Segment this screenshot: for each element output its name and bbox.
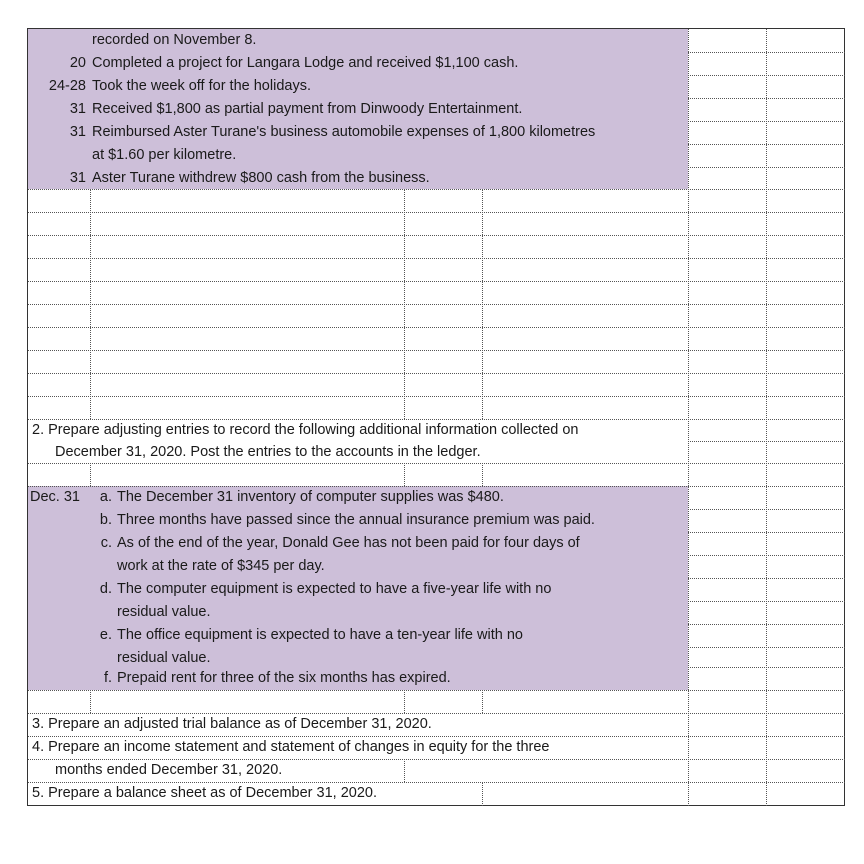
row-divider	[688, 509, 845, 510]
entry-text: recorded on November 8.	[92, 32, 257, 48]
row-divider	[688, 578, 845, 579]
col-divider	[482, 690, 483, 713]
row-divider	[28, 327, 845, 328]
row-divider	[28, 690, 845, 691]
worksheet-table	[27, 28, 845, 806]
entry-text: Aster Turane withdrew $800 cash from the business.	[92, 170, 430, 186]
part2-heading: 2. Prepare adjusting entries to record the following additional information collected on	[32, 422, 579, 438]
row-divider	[688, 144, 845, 145]
item-text: Prepaid rent for three of the six months has expired.	[117, 670, 451, 686]
row-divider	[28, 304, 845, 305]
item-letter: d.	[99, 581, 112, 597]
col-divider	[404, 690, 405, 713]
item-letter: c.	[100, 535, 112, 551]
entry-date: 24-28	[48, 78, 86, 94]
entry-date: 31	[69, 170, 86, 186]
item-text: The office equipment is expected to have a ten-year life with no	[117, 627, 523, 643]
entry-date: 20	[69, 55, 86, 71]
item-text: As of the end of the year, Donald Gee has not been paid for four days of	[117, 535, 580, 551]
item-text: residual value.	[117, 604, 211, 620]
entry-text: Received $1,800 as partial payment from Dinwoody Entertainment.	[92, 101, 523, 117]
row-divider	[688, 667, 845, 668]
row-divider	[688, 624, 845, 625]
row-divider	[688, 121, 845, 122]
row-divider	[688, 98, 845, 99]
step4-text-cont: months ended December 31, 2020.	[55, 762, 283, 778]
item-letter: b.	[99, 512, 112, 528]
row-divider	[28, 373, 845, 374]
item-text: residual value.	[117, 650, 211, 666]
row-divider	[688, 441, 845, 442]
col-divider	[90, 690, 91, 713]
entry-text: Took the week off for the holidays.	[92, 78, 311, 94]
row-divider	[28, 212, 845, 213]
row-divider	[688, 647, 845, 648]
row-divider	[688, 532, 845, 533]
col-divider	[482, 463, 483, 486]
item-text: The December 31 inventory of computer supplies was $480.	[117, 489, 504, 505]
item-letter: e.	[99, 627, 112, 643]
entry-text: Completed a project for Langara Lodge and received $1,100 cash.	[92, 55, 519, 71]
entry-date: 31	[69, 101, 86, 117]
col-divider	[404, 759, 405, 782]
dec31-label: Dec. 31	[30, 489, 80, 505]
entry-date: 31	[69, 124, 86, 140]
item-text: Three months have passed since the annual insurance premium was paid.	[117, 512, 595, 528]
row-divider	[688, 601, 845, 602]
col-divider	[90, 463, 91, 486]
row-divider	[688, 52, 845, 53]
col-divider	[404, 463, 405, 486]
row-divider	[28, 396, 845, 397]
item-text: The computer equipment is expected to have a five-year life with no	[117, 581, 552, 597]
row-divider	[28, 350, 845, 351]
row-divider	[688, 75, 845, 76]
item-letter: f.	[103, 670, 112, 686]
row-divider	[688, 555, 845, 556]
row-divider	[28, 281, 845, 282]
col-divider	[482, 782, 483, 806]
step5-text: 5. Prepare a balance sheet as of December 31, 2020.	[32, 785, 377, 801]
step3-text: 3. Prepare an adjusted trial balance as of December 31, 2020.	[32, 716, 432, 732]
row-divider	[688, 167, 845, 168]
row-divider	[28, 235, 845, 236]
step4-text: 4. Prepare an income statement and statement of changes in equity for the three	[32, 739, 550, 755]
entry-text: at $1.60 per kilometre.	[92, 147, 237, 163]
part2-heading-cont: December 31, 2020. Post the entries to the accounts in the ledger.	[55, 444, 481, 460]
row-divider	[28, 258, 845, 259]
item-letter: a.	[99, 489, 112, 505]
item-text: work at the rate of $345 per day.	[117, 558, 325, 574]
entry-text: Reimbursed Aster Turane's business automobile expenses of 1,800 kilometres	[92, 124, 596, 140]
